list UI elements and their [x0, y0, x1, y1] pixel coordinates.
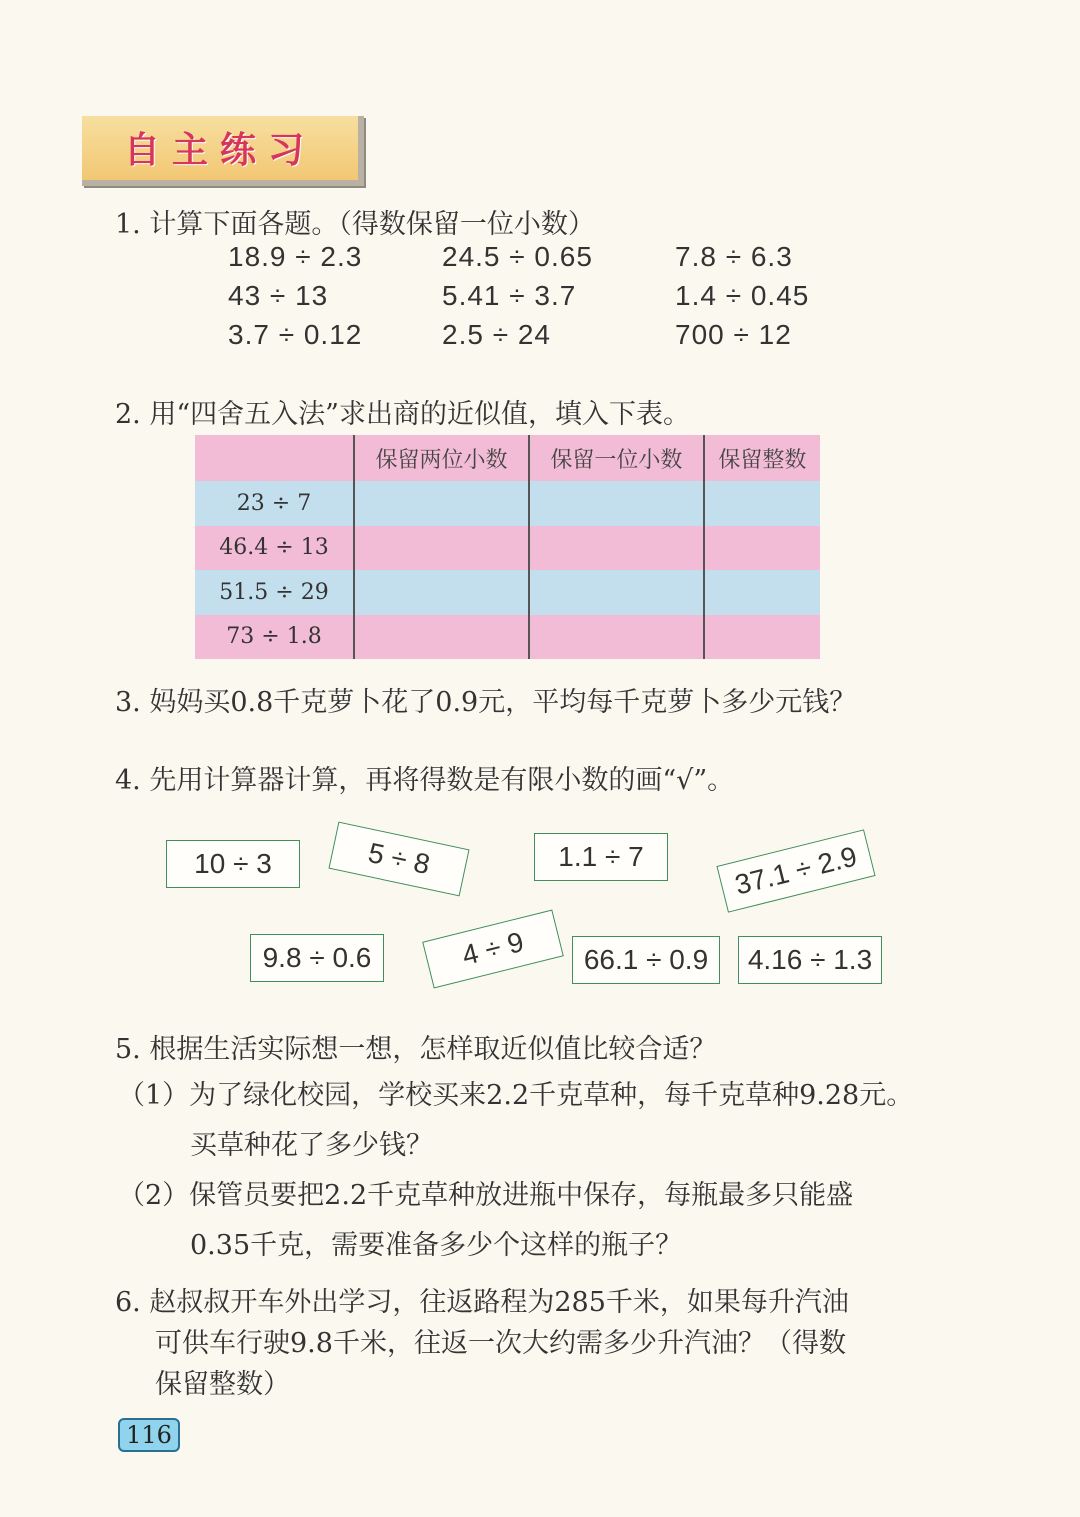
answer-cell[interactable] [354, 526, 529, 570]
question-6-line1: 6. 赵叔叔开车外出学习，往返路程为285千米，如果每升汽油 [115, 1287, 849, 1318]
division-card[interactable]: 4 ÷ 9 [422, 910, 564, 989]
section-title: 自主练习 [123, 130, 316, 171]
division-card[interactable]: 1.1 ÷ 7 [534, 833, 668, 881]
table-row-label: 51.5 ÷ 29 [195, 570, 354, 614]
calc-item: 2.5 ÷ 24 [442, 319, 551, 350]
page-number: 116 [118, 1418, 180, 1452]
table-header-cell: 保留一位小数 [529, 435, 704, 481]
question-1-text: 1. 计算下面各题。（得数保留一位小数） [115, 209, 595, 240]
question-4-text: 4. 先用计算器计算，再将得数是有限小数的画“√”。 [115, 765, 735, 796]
division-card[interactable]: 10 ÷ 3 [166, 840, 300, 888]
answer-cell[interactable] [704, 570, 820, 614]
division-card[interactable]: 66.1 ÷ 0.9 [572, 936, 720, 984]
question-6-line2: 可供车行驶9.8千米，往返一次大约需多少升汽油？（得数 [155, 1328, 846, 1359]
question-5-sub2-line1: （2）保管员要把2.2千克草种放进瓶中保存，每瓶最多只能盛 [118, 1180, 854, 1211]
answer-cell[interactable] [704, 526, 820, 570]
table-row [195, 615, 820, 659]
calc-item: 3.7 ÷ 0.12 [228, 319, 363, 350]
calc-item: 1.4 ÷ 0.45 [675, 280, 810, 311]
division-card[interactable]: 5 ÷ 8 [328, 822, 469, 897]
table-row-label: 73 ÷ 1.8 [195, 615, 354, 659]
table-row [195, 570, 820, 614]
table-header-cell [195, 435, 354, 481]
table-header-cell: 保留整数 [704, 435, 820, 481]
calc-item: 43 ÷ 13 [228, 280, 329, 311]
answer-cell[interactable] [529, 481, 704, 525]
calc-item: 24.5 ÷ 0.65 [442, 241, 593, 272]
question-5-sub1-line1: （1）为了绿化校园，学校买来2.2千克草种，每千克草种9.28元。 [118, 1080, 914, 1111]
answer-cell[interactable] [704, 481, 820, 525]
answer-cell[interactable] [354, 481, 529, 525]
answer-cell[interactable] [704, 615, 820, 659]
answer-cell[interactable] [354, 615, 529, 659]
answer-cell[interactable] [529, 570, 704, 614]
division-card[interactable]: 9.8 ÷ 0.6 [250, 934, 384, 982]
table-row-label: 46.4 ÷ 13 [195, 526, 354, 570]
table-row [195, 481, 820, 525]
section-title-banner [82, 116, 364, 186]
question-5-text: 5. 根据生活实际想一想，怎样取近似值比较合适？ [115, 1034, 717, 1065]
table-row [195, 526, 820, 570]
division-card[interactable]: 37.1 ÷ 2.9 [716, 829, 875, 912]
answer-cell[interactable] [529, 615, 704, 659]
table-header-row [195, 435, 820, 481]
table-header-cell: 保留两位小数 [354, 435, 529, 481]
question-3-text: 3. 妈妈买0.8千克萝卜花了0.9元，平均每千克萝卜多少元钱？ [115, 687, 857, 718]
division-card[interactable]: 4.16 ÷ 1.3 [738, 936, 882, 984]
question-2-text: 2. 用“四舍五入法”求出商的近似值，填入下表。 [115, 399, 690, 430]
table-row-label: 23 ÷ 7 [195, 481, 354, 525]
calc-item: 18.9 ÷ 2.3 [228, 241, 363, 272]
calc-item: 700 ÷ 12 [675, 319, 792, 350]
question-6-line3: 保留整数） [155, 1369, 290, 1400]
calc-item: 5.41 ÷ 3.7 [442, 280, 577, 311]
approximation-table [195, 435, 820, 659]
answer-cell[interactable] [354, 570, 529, 614]
question-5-sub2-line2: 0.35千克，需要准备多少个这样的瓶子？ [190, 1230, 683, 1261]
calc-item: 7.8 ÷ 6.3 [675, 241, 793, 272]
question-5-sub1-line2: 买草种花了多少钱？ [190, 1130, 433, 1161]
answer-cell[interactable] [529, 526, 704, 570]
